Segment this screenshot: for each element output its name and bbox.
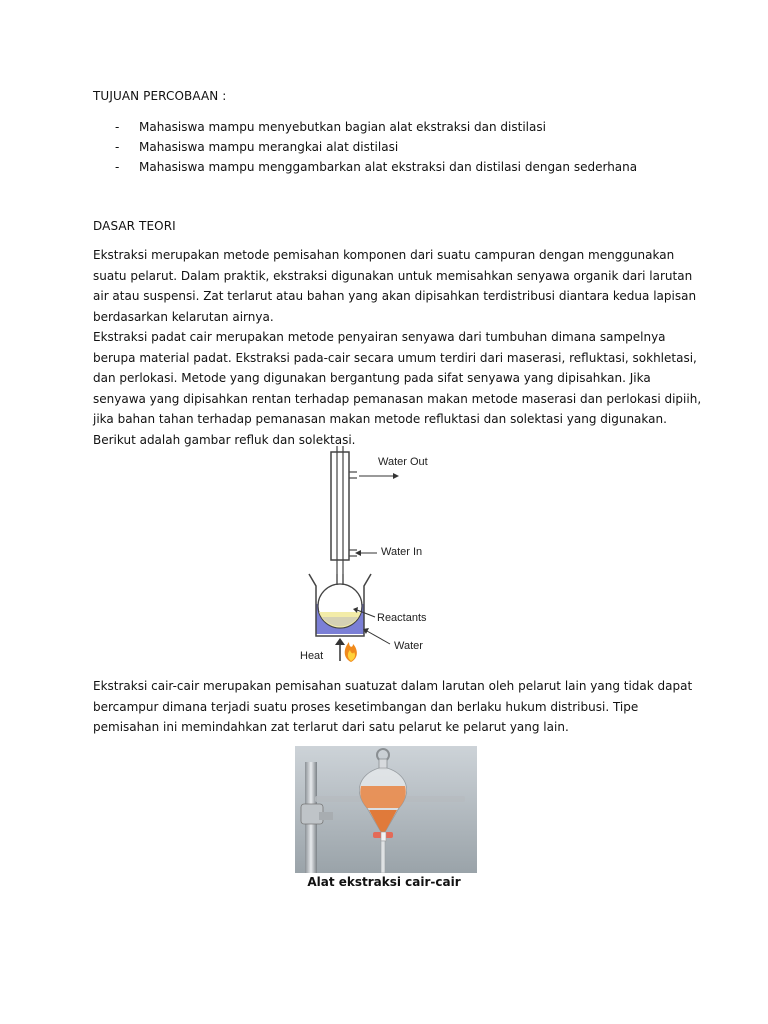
water-out-arrowhead [393, 473, 399, 479]
paragraph-line: senyawa yang dipisahkan rentan terhadap pemanasan makan metode maserasi dan perlokasi dipiih, [93, 391, 702, 406]
heat-arrowhead [335, 638, 345, 645]
condenser-outer [331, 452, 349, 560]
photo-caption: Alat ekstraksi cair-cair [307, 875, 461, 889]
list-item [93, 117, 637, 137]
tujuan-list [93, 117, 637, 177]
water-arrow [367, 631, 390, 644]
bullet-dash: - [115, 160, 120, 174]
list-item-text: Mahasiswa mampu menyebutkan bagian alat ekstraksi dan distilasi [139, 120, 546, 134]
paragraph-line: air atau suspensi. Zat terlarut atau bahan yang akan dipisahkan terdistribusi diantara kedua lapisan [93, 289, 697, 303]
paragraph-padat-cair [93, 327, 713, 450]
label-water: Water [394, 640, 423, 652]
label-heat: Heat [300, 650, 324, 662]
paragraph-cair-cair [93, 676, 713, 738]
label-water-in: Water In [381, 546, 423, 558]
label-reactants: Reactants [377, 612, 427, 624]
tujuan-heading: TUJUAN PERCOBAAN : [93, 89, 227, 103]
paragraph-line: Ekstraksi cair-cair merupakan pemisahan suatuzat dalam larutan oleh pelarut lain yang tidak dapat [93, 679, 693, 693]
list-item [93, 157, 637, 177]
bullet-dash: - [115, 120, 120, 134]
separatory-funnel-photo [295, 746, 477, 873]
paragraph-line: dan perlokasi. Metode yang digunakan bergantung pada sifat senyawa yang dipisahkan. Jika [93, 371, 651, 385]
water-in-arrowhead [355, 550, 361, 556]
list-item [93, 137, 637, 157]
funnel-liquid-upper [360, 786, 406, 808]
paragraph-line: Ekstraksi padat cair merupakan metode penyairan senyawa dari tumbuhan dimana sampelnya [93, 330, 666, 344]
paragraph-line: Ekstraksi merupakan metode pemisahan komponen dari suatu campuran dengan menggunakan [93, 248, 675, 262]
bullet-dash: - [115, 140, 120, 154]
list-item-text: Mahasiswa mampu merangkai alat distilasi [139, 140, 399, 154]
label-water-out: Water Out [378, 456, 428, 468]
dasar-teori-heading: DASAR TEORI [93, 219, 176, 233]
paragraph-ekstraksi [93, 245, 713, 327]
paragraph-line: berdasarkan kelarutan airnya. [93, 309, 274, 324]
paragraph-line: bercampur dimana terjadi suatu proses kesetimbangan dan berlaku hukum distribusi. Tipe [93, 699, 639, 714]
funnel-neck [379, 759, 387, 769]
paragraph-line: pemisahan ini memindahkan zat terlarut dari satu pelarut ke pelarut yang lain. [93, 720, 569, 734]
reflux-diagram [285, 446, 455, 666]
clamp-arm [319, 812, 333, 820]
list-item-text: Mahasiswa mampu menggambarkan alat ekstraksi dan distilasi dengan sederhana [139, 160, 638, 174]
paragraph-line: suatu pelarut. Dalam praktik, ekstraksi digunakan untuk memisahkan senyawa organik dari larutan [93, 268, 693, 283]
paragraph-line: jika bahan tahan terhadap pemanasan makan metode refluktasi dan solektasi yang digunakan. [93, 412, 667, 426]
stopcock-key [381, 832, 386, 841]
paragraph-line: Berikut adalah gambar refluk dan solektasi. [93, 432, 356, 447]
funnel-stem [381, 841, 385, 873]
paragraph-line: berupa material padat. Ekstraksi pada-cair secara umum terdiri dari maserasi, refluktasi, sokhletasi, [93, 350, 697, 365]
